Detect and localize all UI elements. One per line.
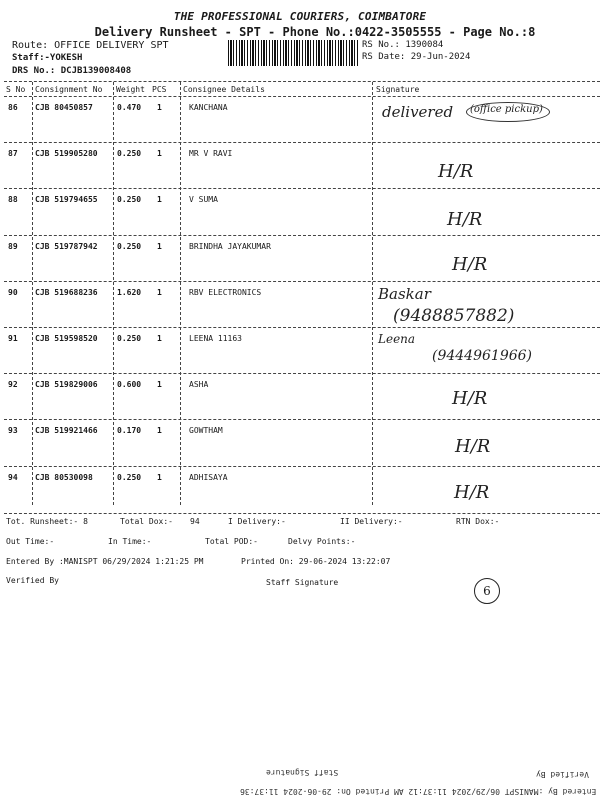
col-divider <box>32 82 33 505</box>
signature-note: (9444961966) <box>432 348 532 364</box>
signature-note: (9488857882) <box>393 306 515 326</box>
printed-on: Printed On: 29-06-2024 13:22:07 <box>241 557 391 566</box>
bleed-entered-by: Entered By :MANISPT 06/29/2024 11:37:12 AM <box>394 787 597 796</box>
row-consignment-no: CJB 519787942 <box>35 242 98 251</box>
row-sno: 89 <box>8 242 18 251</box>
signature-note: (office pickup) <box>470 104 543 115</box>
row-consignee: KANCHANA <box>189 103 228 112</box>
staff-signature: Staff Signature <box>266 578 339 587</box>
bleed-verified-by: Verified By <box>536 770 589 779</box>
runsheet-title: Delivery Runsheet - SPT - Phone No.:0422-3505555 - Page No.:8 <box>94 25 536 39</box>
row-consignee: ADHISAYA <box>189 473 228 482</box>
row-consignment-no: CJB 519598520 <box>35 334 98 343</box>
signature-handwriting: H/R <box>455 436 491 457</box>
signature-handwriting: H/R <box>452 388 488 409</box>
col-consignee: Consignee Details <box>183 85 265 94</box>
row-consignment-no: CJB 519794655 <box>35 195 98 204</box>
col-divider <box>113 82 114 505</box>
row-weight: 0.250 <box>117 473 142 482</box>
row-divider <box>4 281 600 282</box>
row-sno: 93 <box>8 426 18 435</box>
row-weight: 0.250 <box>117 334 142 343</box>
col-consignment: Consignment No <box>35 85 103 94</box>
row-pcs: 1 <box>157 473 162 482</box>
row-pcs: 1 <box>157 334 162 343</box>
signature-handwriting: Leena <box>378 332 416 346</box>
rs-number: RS No.: 1390084 <box>362 40 444 50</box>
row-consignee: BRINDHA JAYAKUMAR <box>189 242 271 251</box>
row-consignee: LEENA 11163 <box>189 334 242 343</box>
delvy-points: Delvy Points:- <box>288 537 356 546</box>
signature-handwriting: delivered <box>382 103 454 121</box>
route-label: Route: OFFICE DELIVERY SPT <box>12 40 169 51</box>
company-title: THE PROFESSIONAL COURIERS, COIMBATORE <box>173 10 427 23</box>
row-consignee: MR V RAVI <box>189 149 233 158</box>
bleed-staff-signature: Staff Signature <box>266 768 339 777</box>
col-signature: Signature <box>376 85 420 94</box>
row-divider <box>4 327 600 328</box>
row-consignee: RBV ELECTRONICS <box>189 288 262 297</box>
col-divider <box>372 82 373 505</box>
circled-number: 6 <box>474 578 500 604</box>
row-weight: 0.250 <box>117 195 142 204</box>
verified-by: Verified By <box>6 576 59 585</box>
row-sno: 90 <box>8 288 18 297</box>
row-consignee: ASHA <box>189 380 209 389</box>
signature-handwriting: Baskar <box>378 285 431 303</box>
row-sno: 88 <box>8 195 18 204</box>
table-top-rule <box>4 81 600 82</box>
drs-number: DRS No.: DCJB139008408 <box>12 66 132 76</box>
row-weight: 0.250 <box>117 149 142 158</box>
row-consignment-no: CJB 519688236 <box>35 288 98 297</box>
out-time: Out Time:- <box>6 537 55 546</box>
row-sno: 92 <box>8 380 18 389</box>
col-divider <box>180 82 181 505</box>
in-time: In Time:- <box>108 537 152 546</box>
row-consignment-no: CJB 80450857 <box>35 103 93 112</box>
row-consignee: V SUMA <box>189 195 218 204</box>
row-pcs: 1 <box>157 380 162 389</box>
row-divider <box>4 419 600 420</box>
bleed-printed-on: Printed On: 29-06-2024 11:37:36 <box>240 787 390 796</box>
row-sno: 91 <box>8 334 18 343</box>
row-weight: 0.250 <box>117 242 142 251</box>
row-divider <box>4 235 600 236</box>
row-divider <box>4 373 600 374</box>
staff-label: Staff:-YOKESH <box>12 53 83 63</box>
signature-handwriting: H/R <box>454 482 490 503</box>
row-pcs: 1 <box>157 426 162 435</box>
row-divider <box>4 188 600 189</box>
rtn-dox: RTN Dox:- <box>456 517 500 526</box>
col-sno: S No <box>6 85 26 94</box>
row-weight: 0.600 <box>117 380 142 389</box>
row-consignment-no: CJB 519829006 <box>35 380 98 389</box>
row-weight: 0.470 <box>117 103 142 112</box>
signature-loop <box>466 102 550 122</box>
row-pcs: 1 <box>157 149 162 158</box>
row-divider <box>4 466 600 467</box>
i-delivery: I Delivery:- <box>228 517 286 526</box>
rs-date: RS Date: 29-Jun-2024 <box>362 52 471 62</box>
row-consignment-no: CJB 80530098 <box>35 473 93 482</box>
row-pcs: 1 <box>157 103 162 112</box>
col-weight: Weight <box>116 85 145 94</box>
ii-delivery: II Delivery:- <box>340 517 403 526</box>
row-sno: 86 <box>8 103 18 112</box>
total-dox-value: 94 <box>190 517 200 526</box>
row-sno: 87 <box>8 149 18 158</box>
tot-runsheet: Tot. Runsheet:- 8 <box>6 517 88 526</box>
signature-handwriting: H/R <box>447 209 483 230</box>
row-consignee: GOWTHAM <box>189 426 223 435</box>
row-consignment-no: CJB 519921466 <box>35 426 98 435</box>
col-pcs: PCS <box>152 85 167 94</box>
footer-rule <box>4 513 600 514</box>
row-weight: 1.620 <box>117 288 142 297</box>
row-sno: 94 <box>8 473 18 482</box>
row-pcs: 1 <box>157 242 162 251</box>
table-header-rule <box>4 96 600 97</box>
row-consignment-no: CJB 519905280 <box>35 149 98 158</box>
signature-handwriting: H/R <box>438 161 474 182</box>
row-weight: 0.170 <box>117 426 142 435</box>
barcode <box>228 40 358 66</box>
row-pcs: 1 <box>157 195 162 204</box>
entered-by: Entered By :MANISPT 06/29/2024 1:21:25 PM <box>6 557 204 566</box>
total-dox-label: Total Dox:- <box>120 517 173 526</box>
row-pcs: 1 <box>157 288 162 297</box>
signature-handwriting: H/R <box>452 254 488 275</box>
row-divider <box>4 142 600 143</box>
total-pod: Total POD:- <box>205 537 258 546</box>
